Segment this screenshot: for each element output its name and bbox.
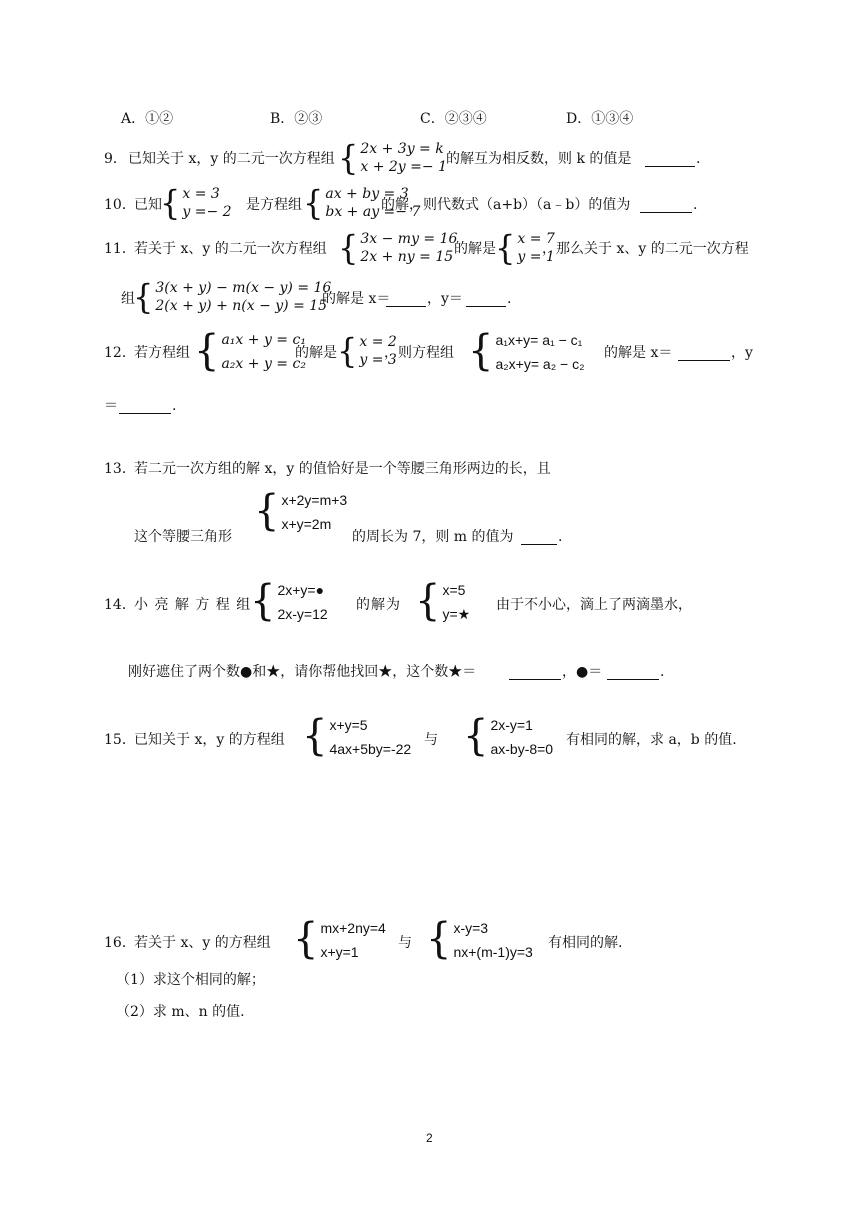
equation: 2x + 3y = k: [360, 141, 444, 157]
equation: 3x − my = 16: [360, 231, 458, 247]
question-text: 小 亮 解 方 程 组: [134, 597, 252, 613]
question-text: 已知: [134, 197, 162, 213]
equation: x = 7: [517, 231, 555, 247]
equation-system: { a₁x+y= a₁ − c₁ a₂x+y= a₂ − c₂: [468, 326, 585, 376]
solution-system: { x=5 y=★: [415, 576, 471, 626]
question-text: 是方程组: [246, 197, 302, 213]
equation-system: { x-y=3 nx+(m-1)y=3: [426, 914, 533, 964]
equation: x = 2: [359, 334, 397, 350]
question-text: 的解是 x＝: [604, 345, 673, 361]
equation: y = 3: [359, 352, 397, 368]
equation-system: { x+2y=m+3 x+y=2m: [254, 486, 348, 536]
question-text: ，●＝: [562, 664, 603, 680]
question-text: ，y: [731, 345, 753, 361]
equation-system: { 2x + 3y = k x + 2y =− 1: [338, 138, 447, 178]
equation: nx+(m-1)y=3: [453, 944, 533, 960]
equation: x = 3: [182, 186, 220, 202]
equation: a₁x+y= a₁ − c₁: [495, 332, 583, 348]
equation-system: { 3(x + y) − m(x − y) = 16 2(x + y) + n(x − y) = 15: [133, 277, 332, 317]
question-text: 若关于 x、y 的二元一次方程组: [134, 241, 327, 257]
equation-system: { mx+2ny=4 x+y=1: [293, 914, 386, 964]
equation: ax-by-8=0: [490, 741, 554, 757]
question-number: 14．: [104, 597, 136, 613]
question-text: 与: [424, 732, 438, 748]
option-d: D．①③④: [566, 111, 634, 127]
question-text: 的解，则代数式（a+b）（a﹣b）的值为: [381, 197, 631, 213]
question-text: 的解是 x＝: [322, 291, 391, 307]
equation: x=5: [442, 582, 466, 598]
question-text: ，则方程组: [384, 345, 454, 361]
solution-system: { x = 7 y = 1: [495, 228, 555, 268]
question-text: 的解互为相反数，则 k 的值是: [446, 151, 632, 167]
solution-system: { x = 2 y = 3: [337, 331, 397, 371]
question-number: 11．: [104, 241, 136, 257]
question-text: 的解为: [356, 597, 401, 613]
question-text: 由于不小心，滴上了两滴墨水，: [496, 597, 692, 613]
question-text: 若方程组: [134, 345, 190, 361]
question-text: 有相同的解，求 a，b 的值.: [566, 732, 737, 748]
question-number: 15．: [104, 732, 136, 748]
question-text: 若关于 x、y 的方程组: [134, 935, 271, 951]
question-number: 10．: [104, 197, 136, 213]
equation-system: { 3x − my = 16 2x + ny = 15: [338, 228, 458, 268]
equation: 2x-y=1: [490, 717, 533, 733]
equation: x+y=5: [329, 717, 368, 733]
question-text: ，y＝: [427, 291, 463, 307]
option-a: A．①②: [121, 111, 174, 127]
answer-blank[interactable]: [640, 198, 692, 213]
question-text: 与: [398, 935, 412, 951]
question-text: 的解是: [295, 345, 337, 361]
sub-question-1: （1）求这个相同的解；: [116, 972, 265, 988]
answer-blank-y[interactable]: [466, 292, 506, 307]
equation: x+y=2m: [281, 516, 332, 532]
equation: x-y=3: [453, 920, 489, 936]
equation: a₂x + y = c₂: [221, 356, 306, 372]
question-number: 12．: [104, 345, 136, 361]
answer-blank-star[interactable]: [509, 665, 561, 680]
equation: 4ax+5by=-22: [329, 741, 412, 757]
equation: 2x + ny = 15: [360, 249, 454, 265]
period: .: [660, 664, 665, 680]
solution-system: { x = 3 y =− 2: [160, 183, 232, 223]
equation: x+2y=m+3: [281, 492, 348, 508]
equation: 3(x + y) − m(x − y) = 16: [155, 280, 332, 296]
equation: x + 2y =− 1: [360, 159, 447, 175]
answer-blank[interactable]: [645, 152, 695, 167]
equation: 2x+y=●: [277, 582, 325, 598]
question-text: 刚好遮住了两个数●和★，请你帮他找回★，这个数★＝: [128, 664, 477, 680]
question-text: 这个等腰三角形: [134, 529, 232, 545]
question-text: 组: [121, 291, 135, 307]
question-text: 有相同的解.: [548, 935, 623, 951]
equation-system: { ax + by = 3 bx + ay =− 7: [303, 183, 421, 223]
page-number: 2: [426, 1131, 433, 1145]
period: .: [507, 291, 512, 307]
equation: y = 1: [517, 249, 555, 265]
equation-system: { a₁x + y = c₁ a₂x + y = c₂: [194, 326, 306, 376]
answer-blank-dot[interactable]: [607, 665, 659, 680]
equation: a₁x + y = c₁: [221, 332, 306, 348]
period: .: [172, 398, 177, 414]
equation-system: { 2x+y=● 2x-y=12: [250, 576, 328, 626]
equation: x+y=1: [320, 944, 359, 960]
equation: bx + ay =− 7: [325, 204, 421, 220]
equation-system: { 2x-y=1 ax-by-8=0: [463, 711, 554, 761]
question-text: 的周长为 7，则 m 的值为: [352, 529, 514, 545]
question-text: ＝: [104, 398, 118, 414]
answer-blank[interactable]: [521, 530, 557, 545]
question-text: 若二元一次方组的解 x，y 的值恰好是一个等腰三角形两边的长，且: [134, 461, 551, 477]
equation: mx+2ny=4: [320, 920, 386, 936]
equation: y=★: [442, 606, 471, 622]
answer-blank-x[interactable]: [386, 292, 426, 307]
question-text: 已知关于 x，y 的二元一次方程组: [128, 151, 335, 167]
option-b: B．②③: [270, 111, 323, 127]
answer-blank-y[interactable]: [119, 399, 171, 414]
question-number: 13．: [104, 461, 136, 477]
question-number: 16．: [104, 935, 136, 951]
period: .: [693, 197, 698, 213]
equation: ax + by = 3: [325, 186, 409, 202]
equation: 2x-y=12: [277, 606, 328, 622]
answer-blank-x[interactable]: [678, 346, 730, 361]
equation: y =− 2: [182, 204, 232, 220]
equation-system: { x+y=5 4ax+5by=-22: [302, 711, 412, 761]
equation: 2(x + y) + n(x − y) = 15: [155, 298, 328, 314]
equation: a₂x+y= a₂ − c₂: [495, 356, 585, 372]
sub-question-2: （2）求 m、n 的值.: [116, 1004, 245, 1020]
option-c: C．②③④: [420, 111, 487, 127]
question-text: 的解是: [454, 241, 496, 257]
question-text: ，那么关于 x、y 的二元一次方程: [542, 241, 749, 257]
question-text: 已知关于 x，y 的方程组: [134, 732, 285, 748]
period: .: [696, 151, 701, 167]
period: .: [558, 529, 563, 545]
question-number: 9．: [104, 151, 127, 167]
